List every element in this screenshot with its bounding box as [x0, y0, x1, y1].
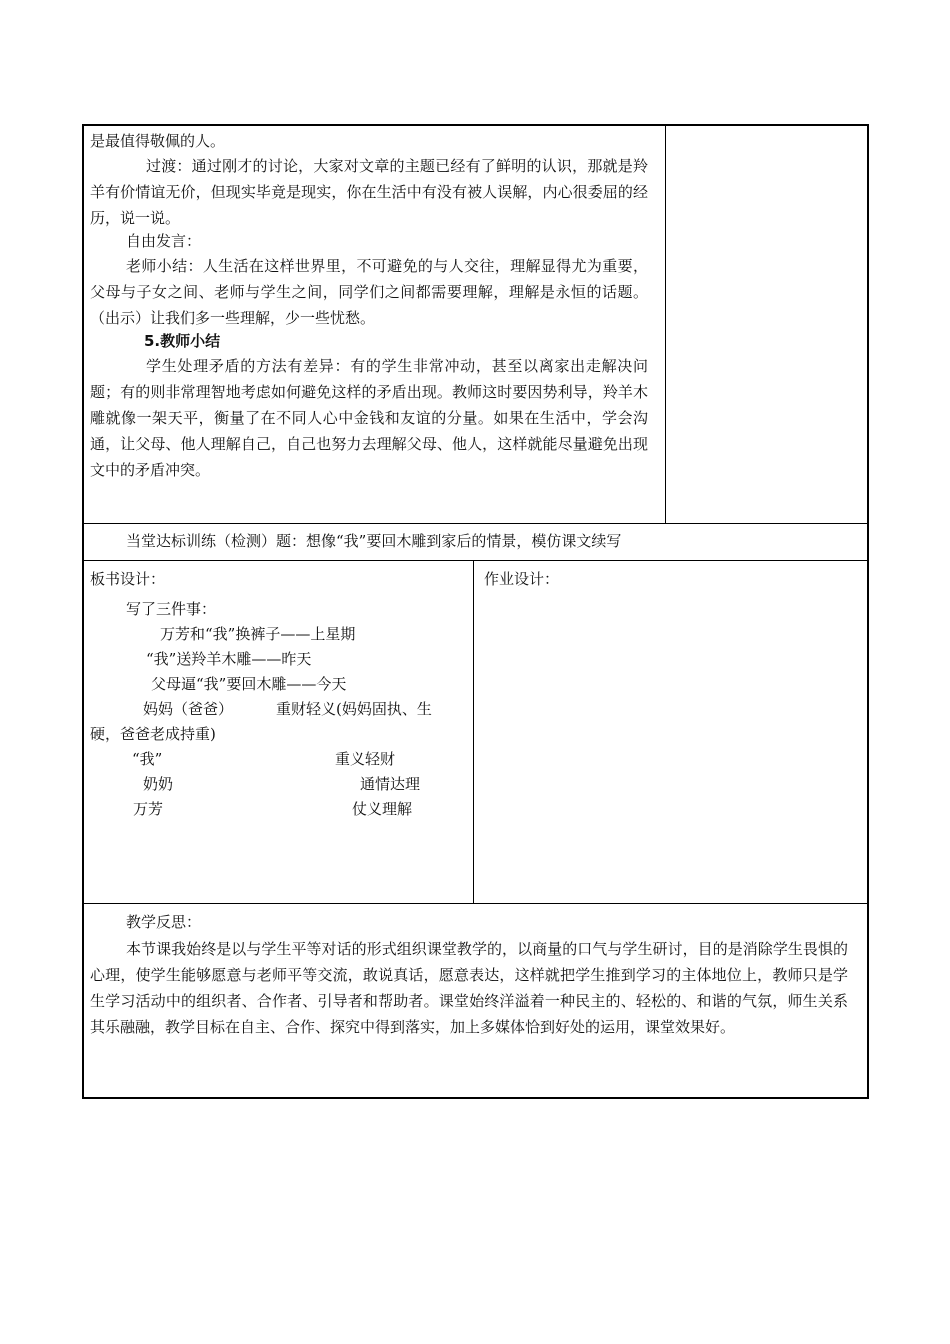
top-line-1: 是最值得敬佩的人。 — [90, 132, 226, 150]
row-line-2 — [83, 560, 868, 561]
section-heading: 5.教师小结 — [144, 332, 221, 350]
reflection-paragraph: 本节课我始终是以与学生平等对话的形式组织课堂教学的，以商量的口气与学生研讨，目的是消除学生畏惧的心理，使学生能够愿意与老师平等交流，敢说真话，愿意表达，这样就把学生推到学习的主体地位上，教师只是学生学习活动中的组织者、合作者、引导者和帮助者。课堂始终洋溢着一种民主的、轻松的、和谐的气氛，师生关系其乐融融，教学目标在自主、合作、探究中得到落实，加上多媒体恰到好处的运用，课堂效果好。 — [90, 940, 848, 1036]
row-line-1 — [83, 523, 868, 524]
top-cell-divider — [665, 125, 666, 524]
trait-wo: 重义轻财 — [335, 750, 396, 768]
character-wanfang: 万芳 — [133, 800, 164, 818]
character-nainai: 奶奶 — [143, 775, 174, 793]
transition-paragraph: 过渡：通过刚才的讨论，大家对文章的主题已经有了鲜明的认识，那就是羚羊有价情谊无价，但现实毕竟是现实，你在生活中有没有被人误解，内心很委屈的经历，说一说。 — [90, 157, 648, 227]
event-item: “我”送羚羊木雕——昨天 — [146, 650, 312, 668]
homework-title: 作业设计： — [484, 570, 560, 588]
trait-wanfang: 仗义理解 — [352, 800, 413, 818]
trait-mama: 重财轻义(妈妈固执、生 — [276, 700, 432, 718]
training-task: 当堂达标训练（检测）题：想像“我”要回木雕到家后的情景，模仿课文续写 — [126, 532, 622, 550]
trait-nainai: 通情达理 — [360, 775, 421, 793]
event-item: 万芳和“我”换裤子——上星期 — [160, 625, 356, 643]
blackboard-title: 板书设计： — [90, 570, 166, 588]
character-mama: 妈妈（爸爸） — [143, 700, 234, 718]
event-item: 父母逼“我”要回木雕——今天 — [151, 675, 347, 693]
free-speech-label: 自由发言： — [126, 232, 202, 250]
character-wo: “我” — [132, 750, 163, 768]
section-body-paragraph: 学生处理矛盾的方法有差异：有的学生非常冲动，甚至以离家出走解决问题；有的则非常理智地考虑如何避免这样的矛盾出现。教师这时要因势利导，羚羊木雕就像一架天平，衡量了在不同人心中金钱和友谊的分量。如果在生活中，学会沟通，让父母、他人理解自己，自己也努力去理解父母、他人，这样就能尽量避免出现文中的矛盾冲突。 — [90, 357, 648, 479]
trait-mama-continued: 硬，爸爸老成持重) — [90, 725, 216, 743]
blackboard-intro: 写了三件事： — [126, 600, 217, 618]
board-homework-divider — [473, 561, 474, 903]
teacher-summary-paragraph: 老师小结：人生活在这样世界里，不可避免的与人交往，理解显得尤为重要，父母与子女之间、老师与学生之间，同学们之间都需要理解，理解是永恒的话题。（出示）让我们多一些理解，少一些忧愁。 — [90, 257, 648, 327]
row-line-3 — [83, 903, 868, 904]
reflection-title: 教学反思： — [126, 913, 202, 931]
